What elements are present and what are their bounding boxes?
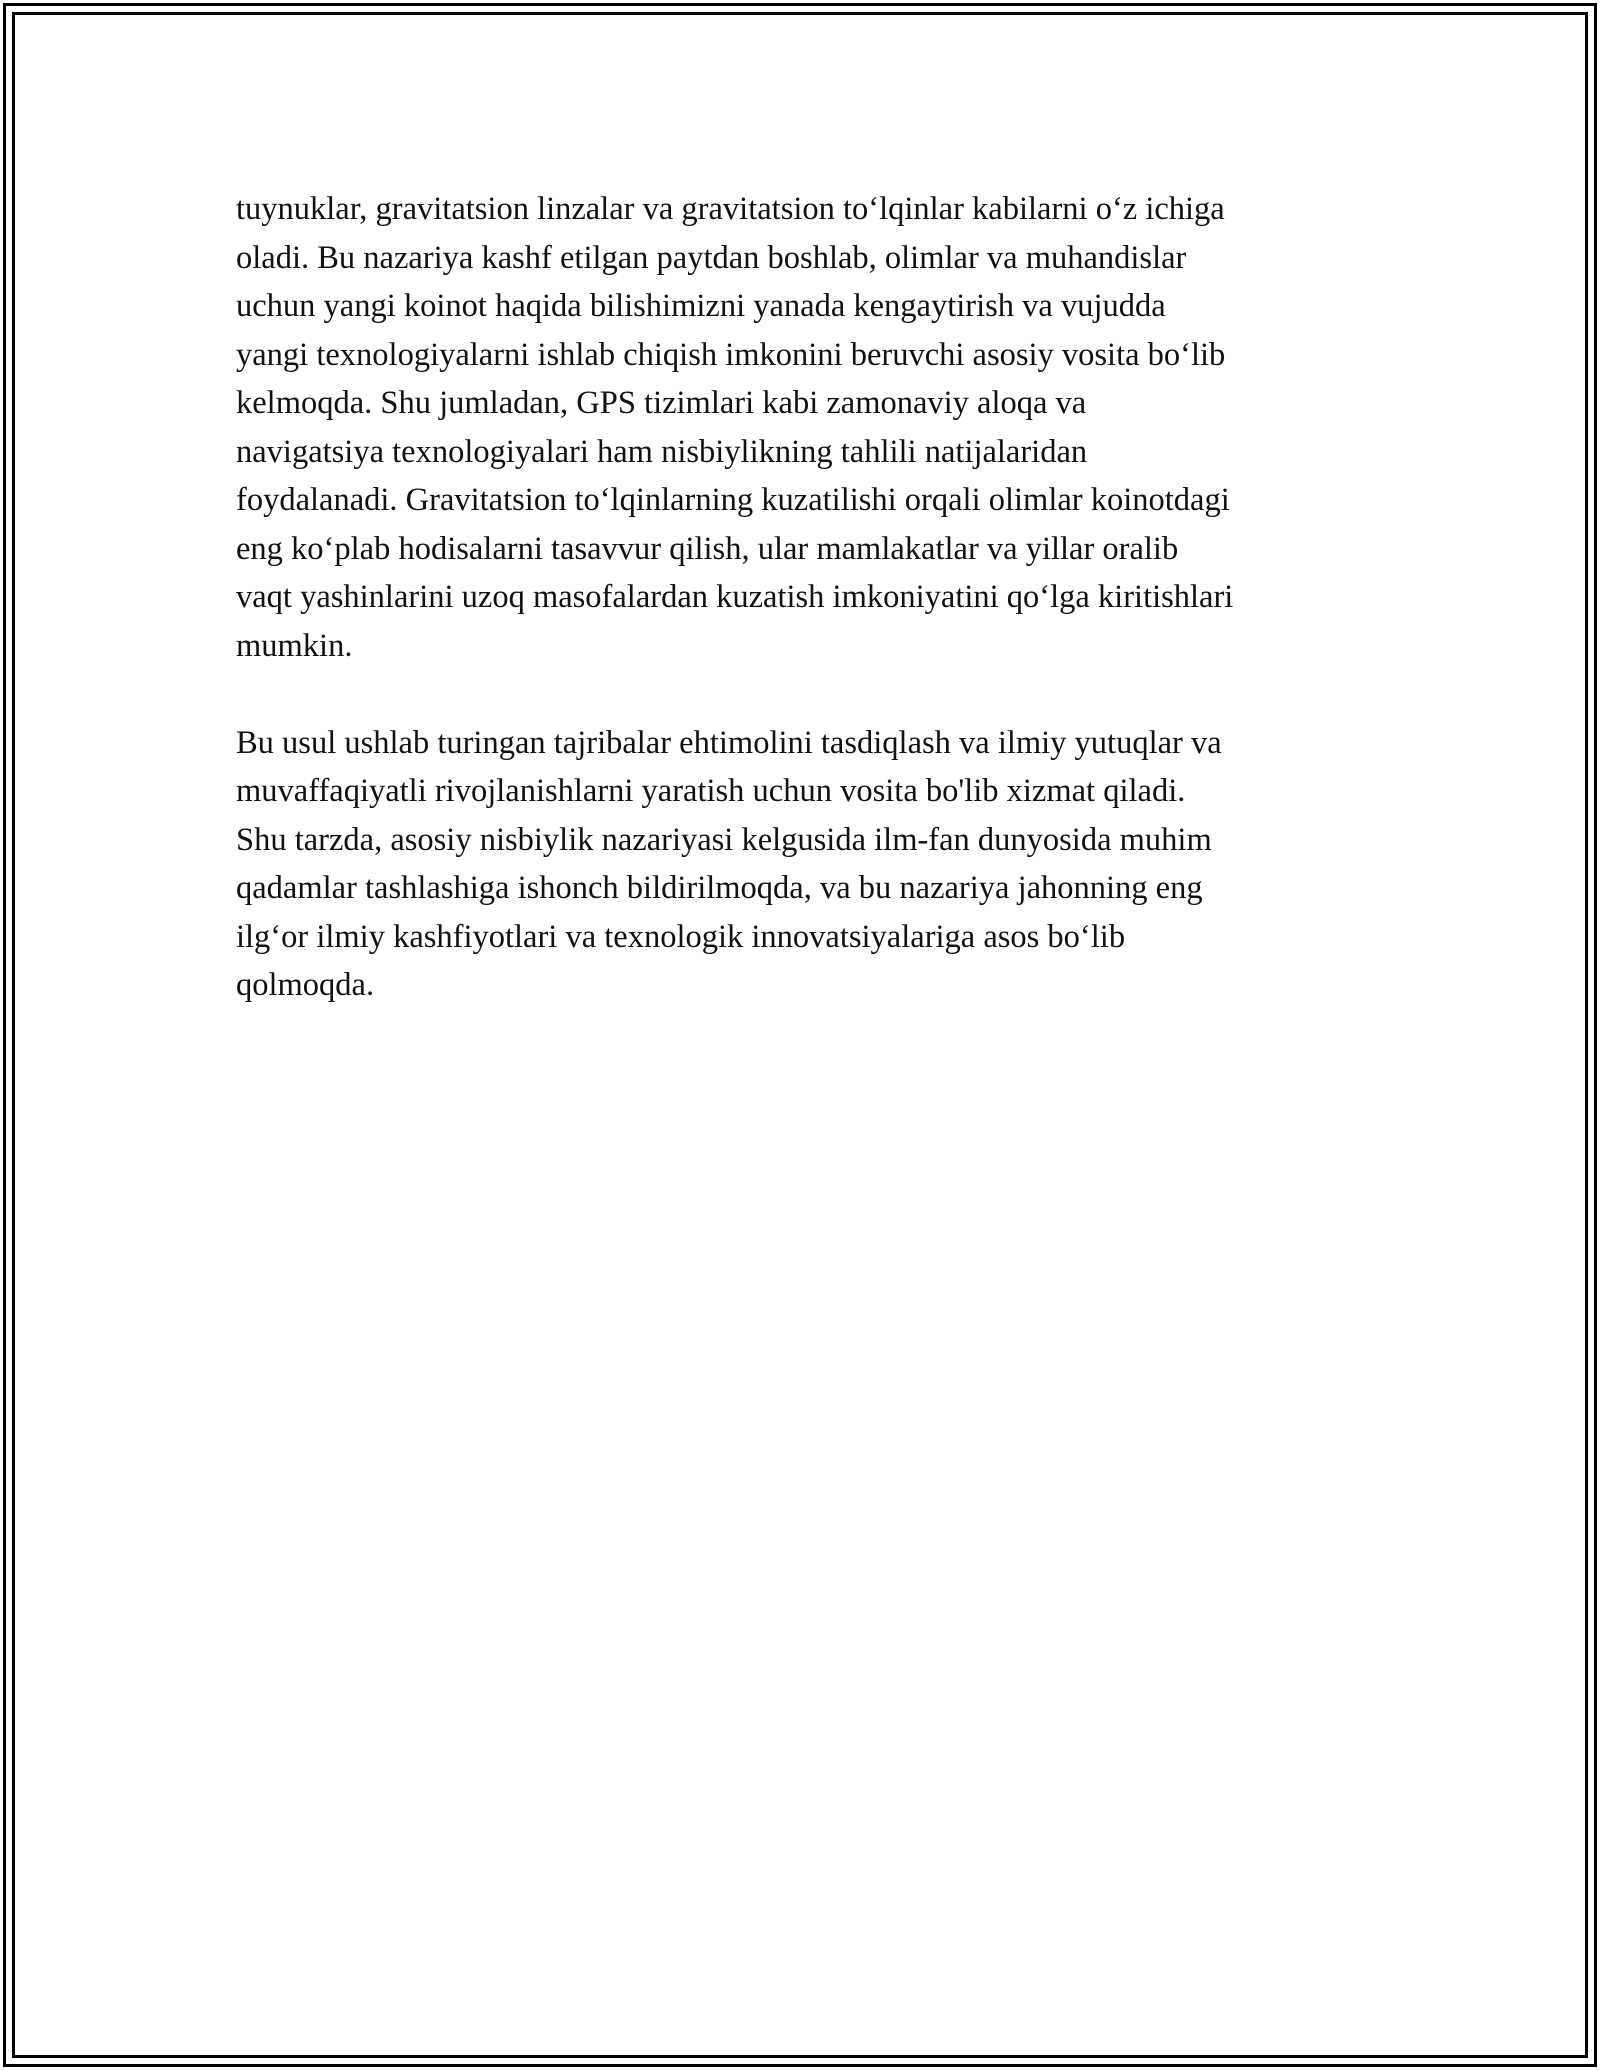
text-line: navigatsiya texnologiyalari ham nisbiylikning tahlili natijalaridan: [236, 433, 1088, 470]
text-line: foydalanadi. Gravitatsion to‘lqinlarning kuzatilishi orqali olimlar koinotdagi: [236, 482, 1230, 518]
text-line: eng ko‘plab hodisalarni tasavvur qilish, ular mamlakatlar va yillar oralib: [236, 530, 1179, 567]
text-line: vaqt yashinlarini uzoq masofalardan kuzatish imkoniyatini qo‘lga kiritishlari: [236, 579, 1234, 615]
paragraph-1: [236, 185, 1376, 670]
text-line: Bu usul ushlab turingan tajribalar ehtimolini tasdiqlash va ilmiy yutuqlar va: [236, 724, 1222, 761]
text-line: Shu tarzda, asosiy nisbiylik nazariyasi kelgusida ilm-fan dunyosida muhim: [236, 821, 1212, 858]
text-line: tuynuklar, gravitatsion linzalar va gravitatsion to‘lqinlar kabilarni o‘z ichiga: [236, 191, 1225, 227]
text-line: muvaffaqiyatli rivojlanishlarni yaratish uchun vosita bo'lib xizmat qiladi.: [236, 773, 1186, 809]
text-line: oladi. Bu nazariya kashf etilgan paytdan boshlab, olimlar va muhandislar: [236, 239, 1187, 276]
text-line: kelmoqda. Shu jumladan, GPS tizimlari kabi zamonaviy aloqa va: [236, 385, 1087, 421]
paragraph-2: [236, 719, 1376, 1010]
text-line: ilg‘or ilmiy kashfiyotlari va texnologik innovatsiyalariga asos bo‘lib: [236, 918, 1126, 955]
text-line: qadamlar tashlashiga ishonch bildirilmoqda, va bu nazariya jahonning eng: [236, 870, 1203, 906]
text-line: yangi texnologiyalarni ishlab chiqish imkonini beruvchi asosiy vosita bo‘lib: [236, 336, 1226, 373]
document-body: [236, 185, 1376, 1010]
text-line: qolmoqda.: [236, 967, 375, 1003]
text-line: mumkin.: [236, 627, 353, 664]
text-line: uchun yangi koinot haqida bilishimizni yanada kengaytirish va vujudda: [236, 288, 1166, 324]
